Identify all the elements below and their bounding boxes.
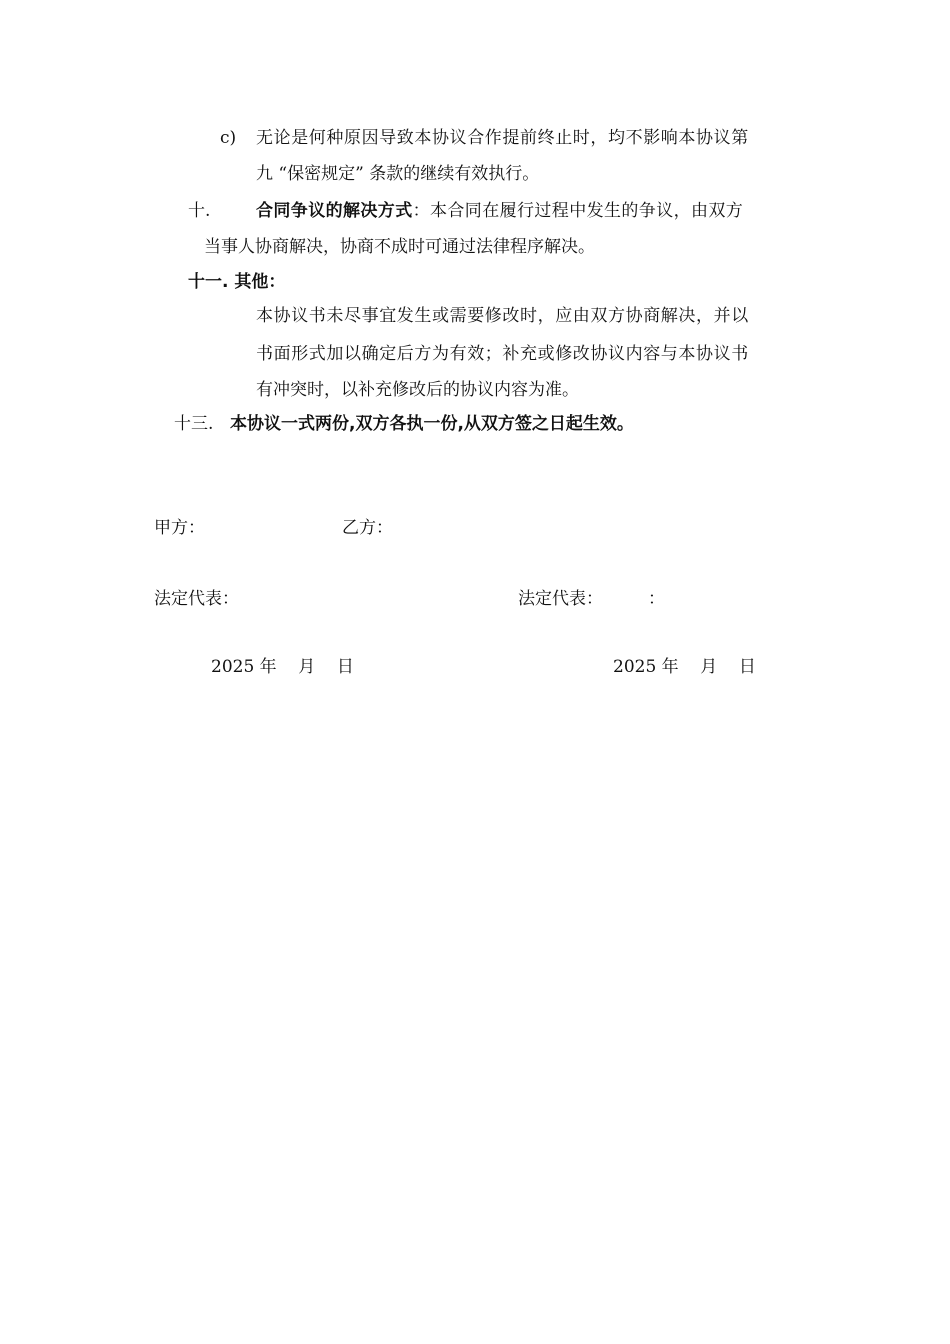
clause-10-line2: 当事人协商解决，协商不成时可通过法律程序解决。 [204, 237, 595, 257]
clause-13-number: 十三. [174, 414, 214, 434]
rep-b-label: 法定代表： [518, 589, 603, 609]
clause-11-heading: 十一. 其他： [188, 272, 286, 292]
clause-9c-line1: 无论是何种原因导致本协议合作提前终止时，均不影响本协议第 [256, 128, 749, 148]
clause-13-text: 本协议一式两份,双方各执一份,从双方签之日起生效。 [230, 414, 634, 434]
party-b-label: 乙方： [342, 518, 393, 538]
clause-11-line1: 本协议书未尽事宜发生或需要修改时，应由双方协商解决，并以 [256, 306, 749, 326]
clause-9c-line2: 九 “保密规定” 条款的继续有效执行。 [256, 164, 540, 184]
clause-10-text-line1: ：本合同在履行过程中发生的争议，由双方 [412, 201, 744, 221]
date-a: 2025 年 月 日 [211, 657, 354, 677]
party-a-label: 甲方： [154, 518, 205, 538]
clause-10-line1 [256, 201, 743, 221]
clause-10-title: 合同争议的解决方式 [256, 201, 413, 221]
clause-11-line3: 有冲突时，以补充修改后的协议内容为准。 [256, 380, 579, 400]
clause-10-number: 十. [188, 201, 211, 221]
rep-b-colon: ： [648, 589, 665, 609]
rep-a-label: 法定代表： [154, 589, 239, 609]
clause-9c-marker: c) [220, 128, 237, 148]
clause-11-line2: 书面形式加以确定后方为有效；补充或修改协议内容与本协议书 [256, 344, 749, 364]
date-b: 2025 年 月 日 [613, 657, 756, 677]
